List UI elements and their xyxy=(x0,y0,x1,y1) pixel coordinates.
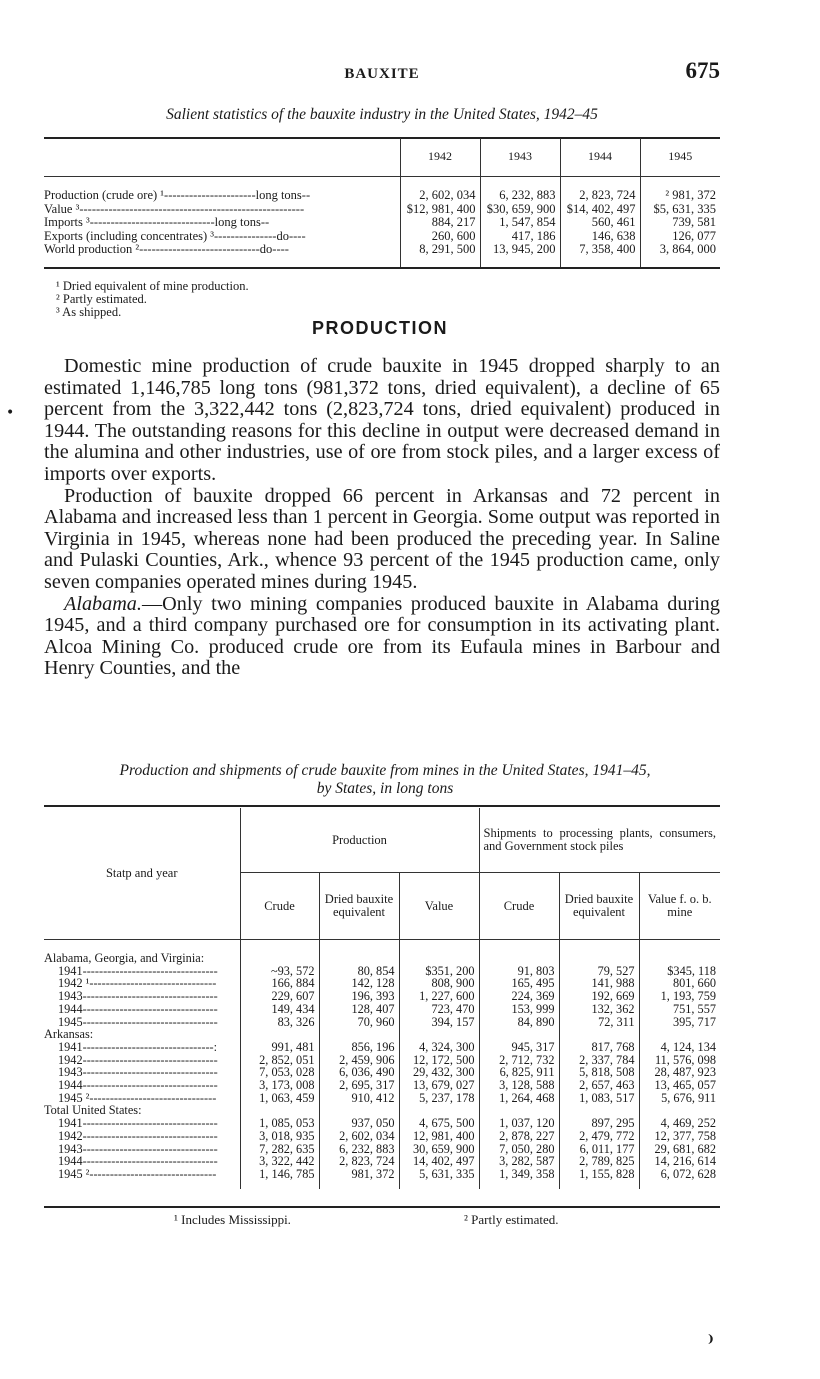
cell: 808, 900 xyxy=(399,977,479,990)
cell: 2, 657, 463 xyxy=(559,1079,639,1092)
cell: 1, 227, 600 xyxy=(399,990,479,1003)
cell: 723, 470 xyxy=(399,1003,479,1016)
row-label: Exports (including concentrates) ³---------------do---- xyxy=(44,228,306,243)
table-row xyxy=(44,1079,720,1092)
cell: 817, 768 xyxy=(559,1041,639,1054)
table-row-group-heading xyxy=(44,940,720,965)
cell: 801, 660 xyxy=(639,977,720,990)
table2-caption-line: Production and shipments of crude bauxite from mines in the United States, 1941–45, xyxy=(119,762,651,779)
cell: 945, 317 xyxy=(479,1041,559,1054)
cell: 4, 124, 134 xyxy=(639,1041,720,1054)
cell: 2, 602, 034 xyxy=(319,1130,399,1143)
table2-production-shipments xyxy=(44,808,720,1189)
cell: 7, 358, 400 xyxy=(560,243,640,269)
cell: 4, 675, 500 xyxy=(399,1117,479,1130)
table2-col-header: Value xyxy=(399,873,479,940)
cell: $14, 402, 497 xyxy=(560,203,640,217)
row-label: 1941--------------------------------- xyxy=(58,1117,218,1130)
cell: 395, 717 xyxy=(639,1016,720,1029)
row-label: 1944--------------------------------- xyxy=(58,1002,218,1016)
cell: 196, 393 xyxy=(319,990,399,1003)
group-heading: Alabama, Georgia, and Virginia: xyxy=(44,951,205,965)
cell: 3, 322, 442 xyxy=(240,1155,319,1168)
row-label: 1943--------------------------------- xyxy=(58,990,218,1003)
table-row xyxy=(44,1016,720,1029)
table2-col-header: Dried bauxite equivalent xyxy=(319,873,399,940)
cell: 751, 557 xyxy=(639,1003,720,1016)
cell: 224, 369 xyxy=(479,990,559,1003)
cell: 5, 818, 508 xyxy=(559,1066,639,1079)
cell: 8, 291, 500 xyxy=(400,243,480,269)
paragraph: Domestic mine production of crude bauxite in 1945 dropped sharply to an estimated 1,146,785 long tons (981,372 tons, dried equivalent), a decline of 65 percent from the 3,322,442 tons (2,823,724 tons, dried equivalent) produced in 1944. The outstanding reasons for this decline in output were decreased demand in the alumina and other industries, use of ore from stock piles, and a larger excess of imports over exports. xyxy=(44,355,720,485)
table2-col-header: Crude xyxy=(479,873,559,940)
cell: 1, 349, 358 xyxy=(479,1168,559,1189)
row-label: Value ³------------------------------------------------------ xyxy=(44,201,305,216)
table1-col-header: 1943 xyxy=(480,138,560,177)
table2-group-header-production: Production xyxy=(240,808,479,873)
row-label: 1945 ²------------------------------- xyxy=(58,1091,217,1105)
cell: 79, 527 xyxy=(559,965,639,978)
cell: 28, 487, 923 xyxy=(639,1066,720,1079)
margin-mark: • xyxy=(6,405,15,421)
cell: 5, 676, 911 xyxy=(639,1092,720,1105)
cell: 5, 237, 178 xyxy=(399,1092,479,1105)
cell: 6, 011, 177 xyxy=(559,1143,639,1156)
cell: 149, 434 xyxy=(240,1003,319,1016)
paragraph: Production of bauxite dropped 66 percent in Arkansas and 72 percent in Alabama and increased less than 1 percent in Georgia. Some output was reported in Virginia in 1945, whereas none had been produced the preceding year. In Saline and Pulaski Counties, Ark., whence 93 percent of the 1945 production came, only seven companies operated mines during 1945. xyxy=(44,484,720,593)
table-row xyxy=(44,1003,720,1016)
cell: 2, 479, 772 xyxy=(559,1130,639,1143)
row-label: World production ²-----------------------------do---- xyxy=(44,242,289,256)
cell: 991, 481 xyxy=(240,1041,319,1054)
table2-col-header: Value f. o. b. mine xyxy=(639,873,720,940)
cell: 2, 789, 825 xyxy=(559,1155,639,1168)
cell: 13, 945, 200 xyxy=(480,243,560,269)
cell: 7, 282, 635 xyxy=(240,1143,319,1156)
table2-top-rule xyxy=(44,805,720,807)
cell: 4, 469, 252 xyxy=(639,1117,720,1130)
table1-salient-statistics xyxy=(44,138,720,269)
row-label: 1944--------------------------------- xyxy=(58,1079,218,1092)
row-label: Imports ³------------------------------long tons-- xyxy=(44,215,270,229)
row-label: 1943--------------------------------- xyxy=(58,1142,218,1156)
table2-caption xyxy=(20,762,750,798)
cell: 910, 412 xyxy=(319,1092,399,1105)
cell: 739, 581 xyxy=(640,216,720,230)
cell: 3, 864, 000 xyxy=(640,243,720,269)
cell: 417, 186 xyxy=(480,230,560,244)
cell: 6, 232, 883 xyxy=(480,177,560,203)
table-row xyxy=(44,1041,720,1054)
table2-col-header: Crude xyxy=(240,873,319,940)
cell: $5, 631, 335 xyxy=(640,203,720,217)
paragraph-text: —Only two mining companies produced bauxite in Alabama during 1945, and a third company purchased ore for consumption in its activating plant. Alcoa Mining Co. produced crude ore from its Eufaula mines in Barbour and Henry Counties, and the xyxy=(44,592,720,680)
group-heading: Arkansas: xyxy=(44,1028,94,1041)
cell: 72, 311 xyxy=(559,1016,639,1029)
cell: 981, 372 xyxy=(319,1168,399,1189)
table1-footnotes xyxy=(56,280,249,319)
cell: 2, 695, 317 xyxy=(319,1079,399,1092)
cell: 1, 063, 459 xyxy=(240,1092,319,1105)
table1-bottom-rule xyxy=(44,267,720,269)
cell: 142, 128 xyxy=(319,977,399,990)
table1-col-header: 1945 xyxy=(640,138,720,177)
cell: 83, 326 xyxy=(240,1016,319,1029)
table2-caption-line: by States, in long tons xyxy=(316,780,454,797)
table-row xyxy=(44,203,720,217)
cell: 13, 465, 057 xyxy=(639,1079,720,1092)
row-label: 1941--------------------------------- xyxy=(58,964,218,978)
cell: 6, 036, 490 xyxy=(319,1066,399,1079)
cell: $345, 118 xyxy=(639,965,720,978)
cell: 6, 232, 883 xyxy=(319,1143,399,1156)
cell: 7, 053, 028 xyxy=(240,1066,319,1079)
cell: 29, 681, 682 xyxy=(639,1143,720,1156)
cell: 29, 432, 300 xyxy=(399,1066,479,1079)
cell: 3, 173, 008 xyxy=(240,1079,319,1092)
cell: 1, 146, 785 xyxy=(240,1168,319,1189)
table1-col-header: 1944 xyxy=(560,138,640,177)
cell: $351, 200 xyxy=(399,965,479,978)
table-row xyxy=(44,1168,720,1189)
cell: 14, 216, 614 xyxy=(639,1155,720,1168)
row-label: 1945 ²------------------------------- xyxy=(58,1167,217,1181)
cell: 884, 217 xyxy=(400,216,480,230)
table-row xyxy=(44,243,720,269)
row-label: 1945--------------------------------- xyxy=(58,1015,218,1029)
cell: ~93, 572 xyxy=(240,965,319,978)
table-row xyxy=(44,1092,720,1105)
cell: 2, 852, 051 xyxy=(240,1054,319,1067)
cell: 12, 172, 500 xyxy=(399,1054,479,1067)
table2-col-header: Dried bauxite equivalent xyxy=(559,873,639,940)
cell: 128, 407 xyxy=(319,1003,399,1016)
cell: 141, 988 xyxy=(559,977,639,990)
running-title: BAUXITE xyxy=(344,66,420,82)
page-number: 675 xyxy=(685,58,720,83)
cell: 192, 669 xyxy=(559,990,639,1003)
cell: 146, 638 xyxy=(560,230,640,244)
table-row xyxy=(44,990,720,1003)
footnote: ² Partly estimated. xyxy=(56,292,147,306)
cell: 1, 083, 517 xyxy=(559,1092,639,1105)
table-row xyxy=(44,1117,720,1130)
cell: 166, 884 xyxy=(240,977,319,990)
cell: 229, 607 xyxy=(240,990,319,1003)
cell: 4, 324, 300 xyxy=(399,1041,479,1054)
cell: 3, 128, 588 xyxy=(479,1079,559,1092)
cell: 132, 362 xyxy=(559,1003,639,1016)
paragraph xyxy=(44,594,720,680)
table1-caption: Salient statistics of the bauxite industry in the United States, 1942–45 xyxy=(166,106,598,123)
cell: 1, 193, 759 xyxy=(639,990,720,1003)
table2-footnote: ¹ Includes Mississippi. xyxy=(174,1212,291,1227)
table-row xyxy=(44,216,720,230)
cell: 11, 576, 098 xyxy=(639,1054,720,1067)
cell: 2, 823, 724 xyxy=(319,1155,399,1168)
table-row xyxy=(44,230,720,244)
cell: 5, 631, 335 xyxy=(399,1168,479,1189)
cell: 13, 679, 027 xyxy=(399,1079,479,1092)
group-heading: Total United States: xyxy=(44,1104,142,1118)
table2-footnote: ² Partly estimated. xyxy=(464,1212,559,1227)
cell: 84, 890 xyxy=(479,1016,559,1029)
cell: 126, 077 xyxy=(640,230,720,244)
cell: 14, 402, 497 xyxy=(399,1155,479,1168)
row-label: 1942 ¹------------------------------- xyxy=(58,977,217,991)
row-label: 1942--------------------------------- xyxy=(58,1053,218,1067)
cell: 2, 602, 034 xyxy=(400,177,480,203)
cell: 897, 295 xyxy=(559,1117,639,1130)
cell: 12, 377, 758 xyxy=(639,1130,720,1143)
cell: 70, 960 xyxy=(319,1016,399,1029)
cell: 153, 999 xyxy=(479,1003,559,1016)
cell: 1, 085, 053 xyxy=(240,1117,319,1130)
body-text xyxy=(44,356,720,680)
cell: 2, 337, 784 xyxy=(559,1054,639,1067)
cell: 394, 157 xyxy=(399,1016,479,1029)
cell: 1, 155, 828 xyxy=(559,1168,639,1189)
cell: $30, 659, 900 xyxy=(480,203,560,217)
cell: 3, 282, 587 xyxy=(479,1155,559,1168)
table-row xyxy=(44,177,720,203)
cell: 260, 600 xyxy=(400,230,480,244)
row-label: Production (crude ore) ¹----------------------long tons-- xyxy=(44,188,311,202)
printer-mark: ⁾ xyxy=(708,1330,714,1354)
footnote: ¹ Dried equivalent of mine production. xyxy=(56,279,249,293)
table2-group-header-shipments: Shipments to processing plants, consumers, and Government stock piles xyxy=(479,808,720,873)
cell: 91, 803 xyxy=(479,965,559,978)
cell: 1, 547, 854 xyxy=(480,216,560,230)
row-label: 1944--------------------------------- xyxy=(58,1155,218,1168)
cell: 1, 037, 120 xyxy=(479,1117,559,1130)
cell: ² 981, 372 xyxy=(640,177,720,203)
cell: $12, 981, 400 xyxy=(400,203,480,217)
row-label: 1942--------------------------------- xyxy=(58,1129,218,1143)
footnote: ³ As shipped. xyxy=(56,305,122,319)
cell: 560, 461 xyxy=(560,216,640,230)
table-row xyxy=(44,1130,720,1143)
cell: 2, 459, 906 xyxy=(319,1054,399,1067)
cell: 2, 712, 732 xyxy=(479,1054,559,1067)
section-heading: PRODUCTION xyxy=(312,318,448,338)
cell: 30, 659, 900 xyxy=(399,1143,479,1156)
table1-stub-header xyxy=(44,138,400,177)
cell: 6, 072, 628 xyxy=(639,1168,720,1189)
running-head xyxy=(44,58,720,88)
cell: 165, 495 xyxy=(479,977,559,990)
cell: 6, 825, 911 xyxy=(479,1066,559,1079)
cell: 7, 050, 280 xyxy=(479,1143,559,1156)
table2-bottom-rule xyxy=(44,1206,720,1208)
cell: 2, 823, 724 xyxy=(560,177,640,203)
table2-stub-header: Statp and year xyxy=(44,808,240,940)
cell: 12, 981, 400 xyxy=(399,1130,479,1143)
cell: 2, 878, 227 xyxy=(479,1130,559,1143)
row-label: 1943--------------------------------- xyxy=(58,1066,218,1080)
row-label: 1941--------------------------------: xyxy=(58,1040,218,1054)
table1-col-header: 1942 xyxy=(400,138,480,177)
cell: 3, 018, 935 xyxy=(240,1130,319,1143)
cell: 80, 854 xyxy=(319,965,399,978)
paragraph-lead: Alabama. xyxy=(64,592,142,615)
cell: 1, 264, 468 xyxy=(479,1092,559,1105)
cell: 937, 050 xyxy=(319,1117,399,1130)
cell: 856, 196 xyxy=(319,1041,399,1054)
